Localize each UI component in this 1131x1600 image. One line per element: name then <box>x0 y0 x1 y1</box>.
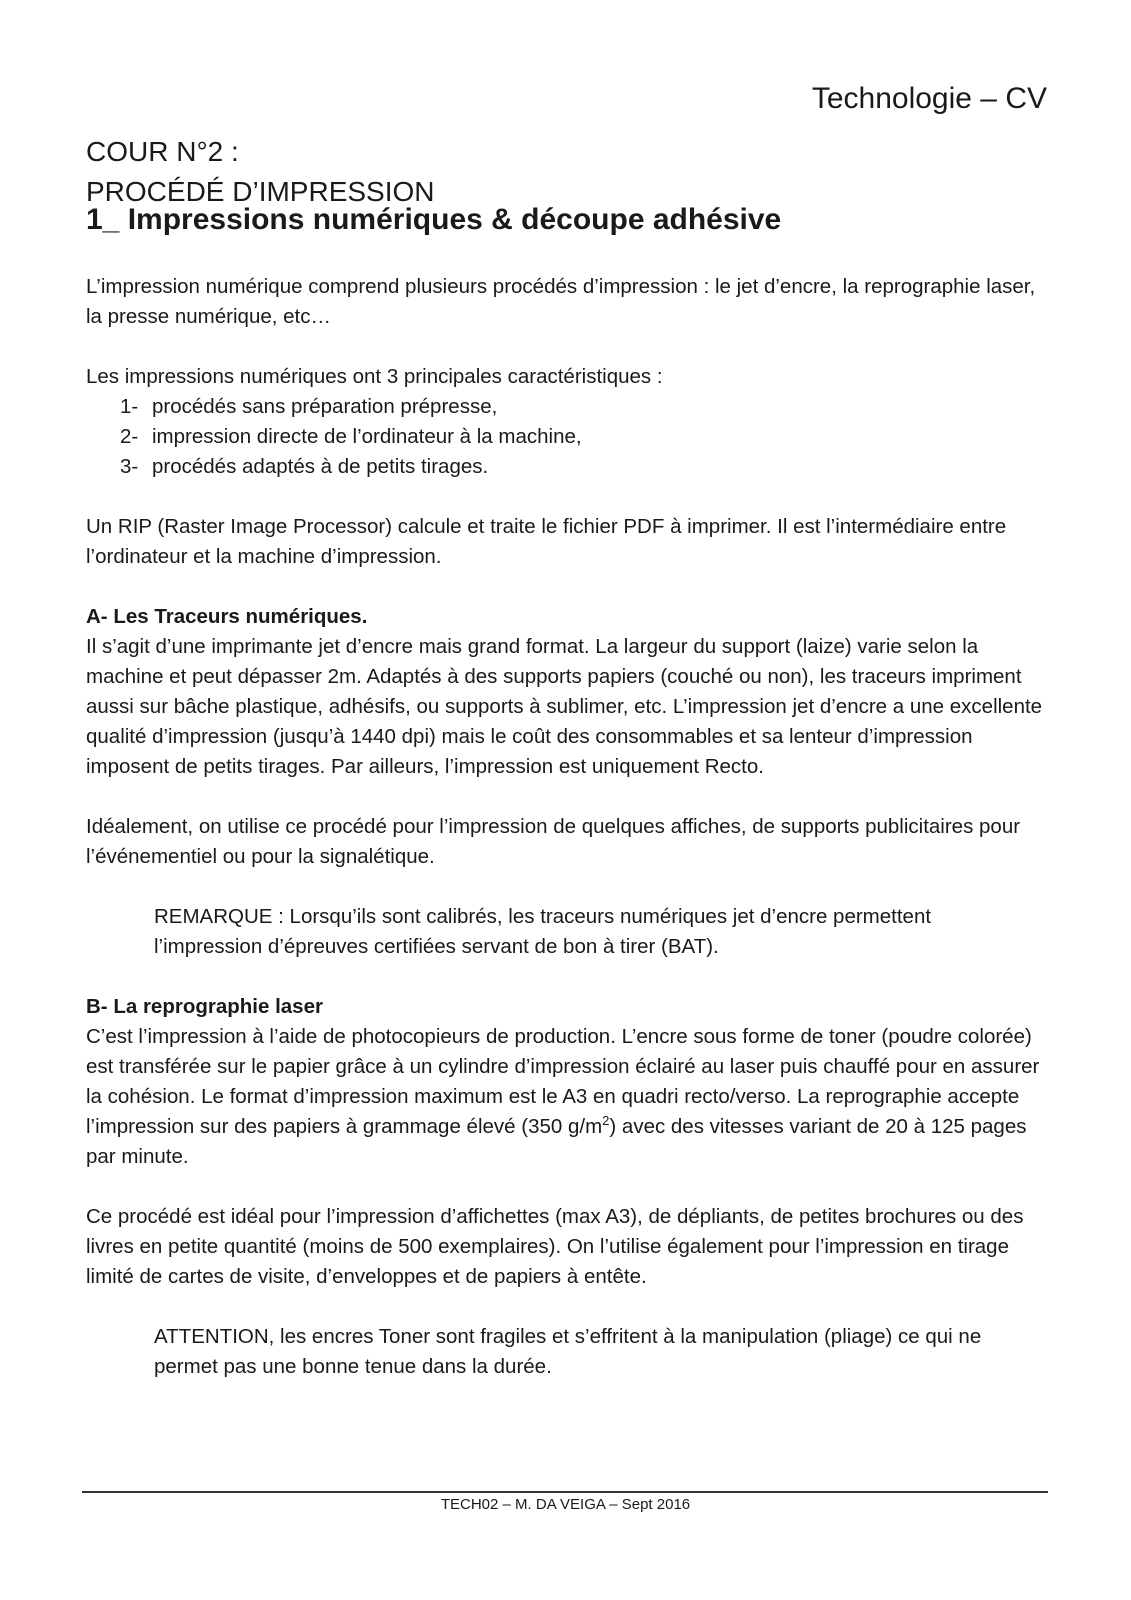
list-item-number: 2- <box>120 425 139 448</box>
course-topic: PROCÉDÉ D’IMPRESSION <box>86 176 435 207</box>
section-a-paragraph-1: Il s’agit d’une imprimante jet d’encre mais grand format. La largeur du support (laize) varie selon la machine et peut dépasser 2m. Adaptés à des supports papiers (couché ou non), les traceurs impriment aussi sur bâche plastique, adhésifs, ou supports à sublimer, etc. L’impression jet d’encre a une excellente qualité d’impression (jusqu’à 1440 dpi) mais le coût des consommables et sa lenteur d’impression imposent de petits tirages. Par ailleurs, l’impression est uniquement Recto. <box>86 635 1043 778</box>
list-item-text: procédés adaptés à de petits tirages. <box>152 455 489 478</box>
superscript: 2 <box>602 1113 610 1129</box>
intro-paragraph-1: L’impression numérique comprend plusieurs procédés d’impression : le jet d’encre, la reprographie laser, la presse numérique, etc… <box>86 275 1036 328</box>
section-b-paragraph-1 <box>86 1022 1046 1172</box>
footer-divider <box>82 1491 1048 1493</box>
section-a-paragraph-2: Idéalement, on utilise ce procédé pour l’impression de quelques affiches, de supports publicitaires pour l’événementiel ou pour la signalétique. <box>86 815 1021 868</box>
section-b-attention: ATTENTION, les encres Toner sont fragiles et s’effritent à la manipulation (pliage) ce qui ne permet pas une bonne tenue dans la durée. <box>154 1325 982 1378</box>
intro-paragraph-2: Les impressions numériques ont 3 principales caractéristiques : <box>86 365 663 388</box>
list-item <box>86 422 1046 452</box>
rip-paragraph: Un RIP (Raster Image Processor) calcule et traite le fichier PDF à imprimer. Il est l’intermédiaire entre l’ordinateur et la machine d’impression. <box>86 515 1007 568</box>
section-a-remark: REMARQUE : Lorsqu’ils sont calibrés, les traceurs numériques jet d’encre permettent l’impression d’épreuves certifiées servant de bon à tirer (BAT). <box>154 905 932 958</box>
list-item-text: impression directe de l’ordinateur à la machine, <box>152 425 582 448</box>
page-footer: TECH02 – M. DA VEIGA – Sept 2016 <box>440 1496 691 1513</box>
section-title: 1_ Impressions numériques & découpe adhésive <box>86 203 782 236</box>
section-a-heading: A- Les Traceurs numériques. <box>86 605 368 628</box>
list-item-text: procédés sans préparation prépresse, <box>152 395 498 418</box>
list-item-number: 1- <box>120 395 139 418</box>
characteristics-list <box>86 392 1046 482</box>
list-item <box>86 392 1046 422</box>
course-number: COUR N°2 : <box>86 136 239 167</box>
subject-header: Technologie – CV <box>811 82 1047 115</box>
section-b-heading: B- La reprographie laser <box>86 995 323 1018</box>
list-item-number: 3- <box>120 455 139 478</box>
section-b-paragraph-1-end: ) avec des vitesses variant de 20 à 125 pages par minute. <box>86 1115 1027 1168</box>
document-body <box>86 272 1046 1382</box>
section-b-paragraph-2: Ce procédé est idéal pour l’impression d’affichettes (max A3), de dépliants, de petites brochures ou des livres en petite quantité (moins de 500 exemplaires). On l’utilise également pour l’impression en tirage limité de cartes de visite, d’enveloppes et de papiers à entête. <box>86 1205 1024 1288</box>
section-b-paragraph-1-main: C’est l’impression à l’aide de photocopieurs de production. L’encre sous forme de toner (poudre colorée) est transférée sur le papier grâce à un cylindre d’impression éclairé au laser puis chauffé pour en assurer la cohésion. Le format d’impression maximum est le A3 en quadri recto/verso. La reprographie accepte l’impression sur des papiers à grammage élevé (350 g/m <box>86 1025 1040 1138</box>
list-item <box>86 452 1046 482</box>
